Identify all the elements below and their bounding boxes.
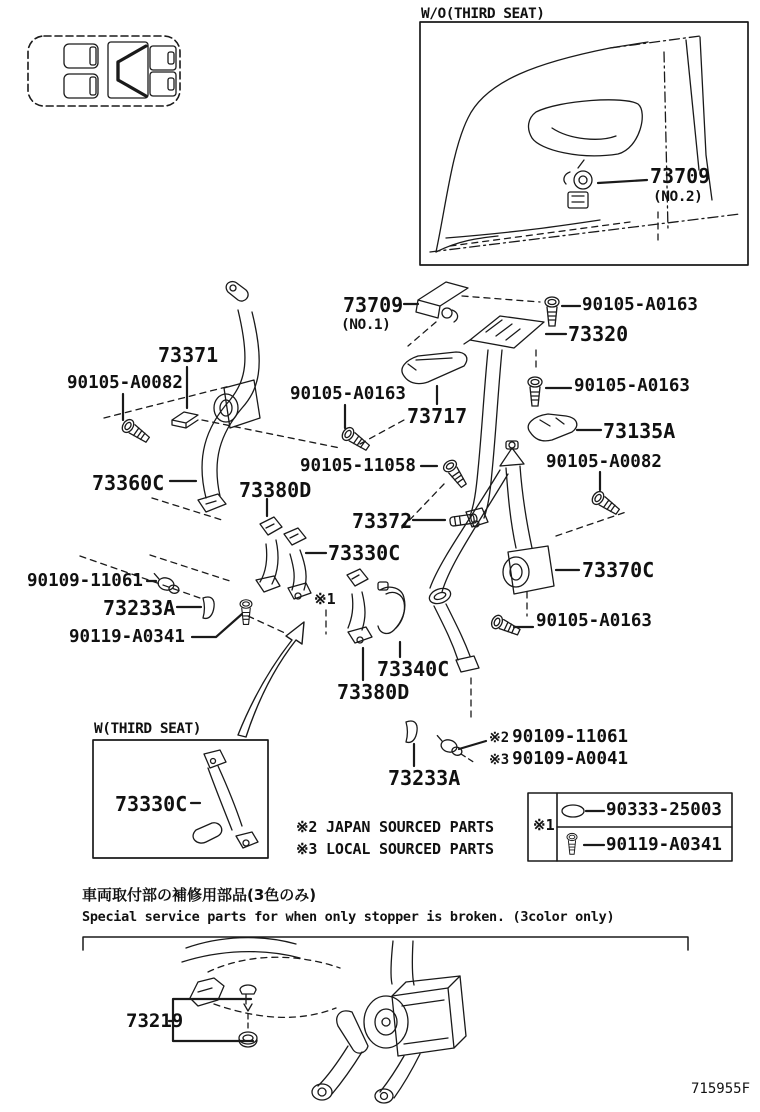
part-73380d-top[interactable]: 73380D: [239, 478, 312, 502]
part-90105-11058[interactable]: 90105-11058: [300, 456, 416, 476]
part-90105-a0163-mid[interactable]: 90105-A0163: [290, 384, 406, 404]
part-73135a[interactable]: 73135A: [603, 419, 676, 443]
part-90105-a0163-right[interactable]: 90105-A0163: [574, 376, 690, 396]
stopper-oval-icon: [562, 805, 584, 817]
car-top-view-icon: [28, 36, 180, 106]
service-note-japanese: 車両取付部の補修用部品(3色のみ): [82, 886, 317, 904]
part-90105-a0163-top[interactable]: 90105-A0163: [582, 295, 698, 315]
inset-third-seat-title: W(THIRD SEAT): [94, 721, 201, 737]
ref2-part-row[interactable]: [489, 729, 628, 747]
part-73717[interactable]: 73717: [407, 404, 468, 428]
part-73709-no2-note: (NO.2): [653, 189, 703, 205]
part-73233a-bottom[interactable]: 73233A: [388, 766, 461, 790]
part-90119-a0341[interactable]: 90119-A0341: [69, 627, 185, 647]
legend-ref1-marker: ※1: [533, 816, 555, 834]
footnote-japan-sourced: ※2 JAPAN SOURCED PARTS: [296, 818, 494, 836]
part-73219[interactable]: 73219: [126, 1010, 184, 1032]
inset-wo-third-seat-title: W/O(THIRD SEAT): [421, 6, 545, 22]
part-90105-a0082-left[interactable]: 90105-A0082: [67, 373, 183, 393]
ref1-marker-center: ※1: [314, 590, 336, 608]
part-73340c[interactable]: 73340C: [377, 657, 450, 681]
part-73360c[interactable]: 73360C: [92, 471, 165, 495]
reference-arrow: [238, 622, 304, 737]
part-90109-11061-ref2[interactable]: 90109-11061: [512, 727, 629, 747]
part-73330c-mid[interactable]: 73330C: [328, 541, 401, 565]
bolt-icon: [567, 833, 577, 854]
part-73372[interactable]: 73372: [352, 509, 413, 533]
part-90333-25003-legend[interactable]: 90333-25003: [606, 800, 722, 820]
part-73330c-third-seat[interactable]: 73330C: [115, 792, 188, 816]
part-73233a-left[interactable]: 73233A: [103, 596, 176, 620]
part-73709-no1[interactable]: 73709: [343, 293, 404, 317]
ref2-marker: ※2: [489, 730, 510, 746]
part-90105-a0163-low[interactable]: 90105-A0163: [536, 611, 652, 631]
ref3-marker: ※3: [489, 752, 510, 768]
part-73371[interactable]: 73371: [158, 343, 219, 367]
part-90105-a0082-right[interactable]: 90105-A0082: [546, 452, 662, 472]
part-73320[interactable]: 73320: [568, 322, 629, 346]
quarter-panel-inset-art: [420, 22, 748, 265]
service-note-english: Special service parts for when only stopper is broken. (3color only): [82, 909, 615, 925]
part-90109-11061[interactable]: 90109-11061: [27, 571, 143, 591]
part-90119-a0341-legend[interactable]: 90119-A0341: [606, 835, 722, 855]
part-73709-no1-note: (NO.1): [341, 317, 391, 333]
part-73709-no2[interactable]: 73709: [650, 164, 711, 188]
belt-guide-part-art: [564, 160, 592, 208]
footnote-local-sourced: ※3 LOCAL SOURCED PARTS: [296, 840, 494, 858]
part-73380d-bottom[interactable]: 73380D: [337, 680, 410, 704]
part-90109-a0041-ref3[interactable]: 90109-A0041: [512, 749, 629, 769]
part-73370c[interactable]: 73370C: [582, 558, 655, 582]
ref3-part-row[interactable]: [489, 751, 628, 769]
figure-code: 715955F: [691, 1081, 751, 1097]
